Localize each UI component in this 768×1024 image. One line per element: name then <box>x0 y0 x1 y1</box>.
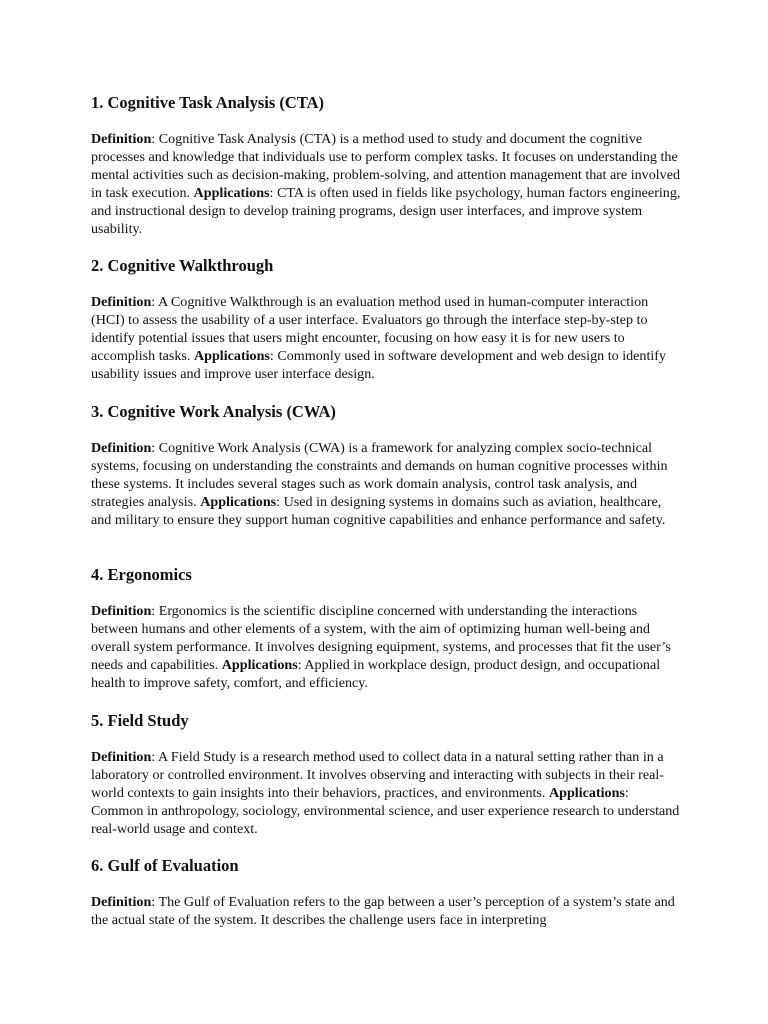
section-field-study <box>91 711 681 838</box>
section-paragraph <box>91 293 681 383</box>
section-paragraph <box>91 602 681 692</box>
section-heading: 5. Field Study <box>91 711 189 730</box>
definition-label: Definition <box>91 440 152 456</box>
applications-label: Applications <box>548 785 625 802</box>
applications-text: : CTA is often used in fields like psychology, human factors engineering, and instructional design to develop training programs, design user interfaces, and improve system usability. <box>91 185 681 238</box>
section-paragraph <box>91 130 681 239</box>
section-cwa <box>91 402 681 529</box>
section-paragraph <box>91 748 681 838</box>
definition-label: Definition <box>91 894 152 910</box>
definition-label: Definition <box>91 131 152 147</box>
section-heading: 4. Ergonomics <box>91 565 192 584</box>
section-ergonomics <box>91 565 681 692</box>
definition-text: : Ergonomics is the scientific discipline concerned with understanding the interactions between humans and other elements of a system, with the aim of optimizing human well-being and overall system performance. It involves designing equipment, systems, and processes that fit the user’s needs and capabilities. <box>91 603 671 674</box>
applications-text: : Used in designing systems in domains such as aviation, healthcare, and military to ensure they support human cognitive capabilities and enhance performance and safety. <box>91 494 666 529</box>
section-cognitive-walkthrough <box>91 256 681 383</box>
definition-label: Definition <box>91 603 152 619</box>
definition-text: : A Cognitive Walkthrough is an evaluation method used in human-computer interaction (HCI) to assess the usability of a user interface. Evaluators go through the interface step-by-step to identify potential issues that users might encounter, focusing on how easy it is for new users to accomplish tasks. <box>91 294 649 365</box>
section-heading: 2. Cognitive Walkthrough <box>91 256 274 275</box>
applications-text: : Commonly used in software development and web design to identify usability issues and improve user interface design. <box>91 348 667 383</box>
definition-label: Definition <box>91 749 152 765</box>
applications-text: : Common in anthropology, sociology, environmental science, and user experience research to understand real-world usage and context. <box>91 785 680 838</box>
applications-label: Applications <box>221 657 298 674</box>
definition-text: : A Field Study is a research method used to collect data in a natural setting rather than in a laboratory or controlled environment. It involves observing and interacting with subjects in their real-world contexts to gain insights into their behaviors, practices, and environments. <box>91 749 664 802</box>
applications-label: Applications <box>193 348 270 365</box>
section-heading: 3. Cognitive Work Analysis (CWA) <box>91 402 336 421</box>
definition-label: Definition <box>91 294 152 310</box>
definition-text: : Cognitive Work Analysis (CWA) is a framework for analyzing complex socio-technical systems, focusing on understanding the constraints and demands on human cognitive processes within these systems. It includes several stages such as work domain analysis, control task analysis, and strategies analysis. <box>91 440 668 511</box>
definition-text: : The Gulf of Evaluation refers to the gap between a user’s perception of a system’s state and the actual state of the system. It describes the challenge users face in interpreting <box>91 894 675 929</box>
applications-label: Applications <box>200 494 277 511</box>
applications-text: : Applied in workplace design, product design, and occupational health to improve safety, comfort, and efficiency. <box>91 657 661 692</box>
section-paragraph <box>91 893 681 929</box>
section-gulf-of-evaluation <box>91 856 681 929</box>
definition-text: : Cognitive Task Analysis (CTA) is a method used to study and document the cognitive processes and knowledge that individuals use to perform complex tasks. It focuses on understanding the mental activities such as decision-making, problem-solving, and attention management that are involved in task execution. <box>91 131 681 202</box>
section-heading: 6. Gulf of Evaluation <box>91 856 239 875</box>
section-paragraph <box>91 439 681 529</box>
section-cta <box>91 93 681 239</box>
section-heading: 1. Cognitive Task Analysis (CTA) <box>91 93 325 112</box>
applications-label: Applications <box>193 185 270 202</box>
